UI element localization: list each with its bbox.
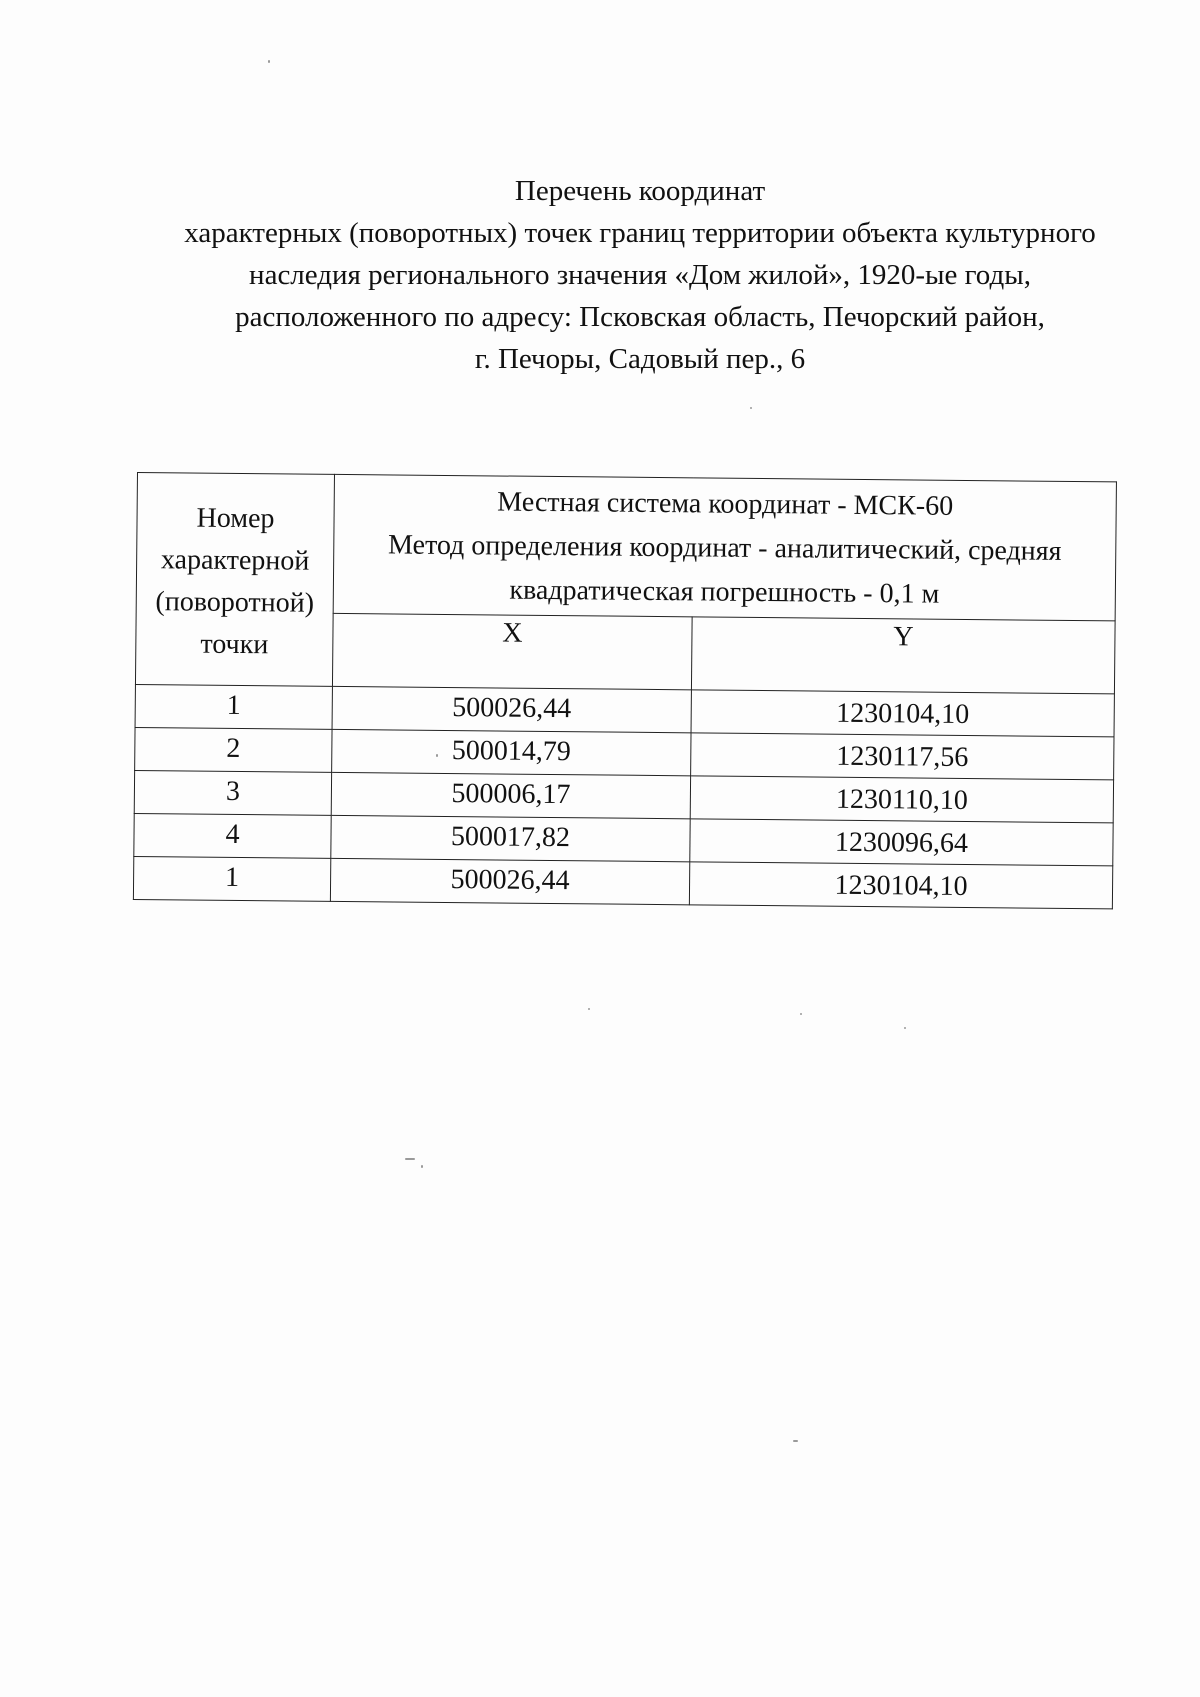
table-header-row — [136, 473, 1116, 621]
scan-speck — [793, 1440, 798, 1442]
x-coordinate-cell: 500026,44 — [330, 858, 689, 904]
x-coordinate-cell: 500006,17 — [331, 772, 690, 818]
title-line: наследия регионального значения «Дом жилой», 1920-ые годы, — [249, 259, 1031, 291]
point-number-cell: 2 — [135, 727, 332, 772]
scan-speck — [750, 407, 752, 409]
coordinates-table — [133, 472, 1117, 909]
x-column-header: X — [332, 613, 692, 689]
scan-speck — [904, 1027, 906, 1029]
scan-speck — [436, 754, 438, 757]
y-column-header: Y — [691, 617, 1115, 694]
x-coordinate-cell: 500014,79 — [332, 729, 691, 775]
point-number-cell: 4 — [134, 813, 331, 858]
table-row — [133, 856, 1112, 908]
point-number-cell: 1 — [133, 856, 330, 901]
scan-speck — [800, 1013, 802, 1015]
point-number-cell: 1 — [135, 684, 332, 729]
scan-speck — [268, 60, 270, 63]
point-number-header: Номер характерной (поворотной) точки — [135, 473, 334, 687]
document-title — [150, 170, 1130, 380]
title-line: расположенного по адресу: Псковская область, Печорский район, — [235, 301, 1045, 333]
x-coordinate-cell: 500017,82 — [331, 815, 690, 861]
y-coordinate-cell: 1230110,10 — [690, 776, 1113, 823]
y-coordinate-cell: 1230104,10 — [689, 862, 1112, 909]
title-line: г. Печоры, Садовый пер., 6 — [474, 343, 806, 375]
coordinate-system-header: Местная система координат - МСК-60 Метод определения координат - аналитический, средняя квадратическая погрешность - 0,1 м — [333, 474, 1116, 621]
scan-speck — [421, 1165, 423, 1168]
title-line: Перечень координат — [514, 175, 766, 207]
x-coordinate-cell: 500026,44 — [332, 686, 691, 732]
y-coordinate-cell: 1230117,56 — [691, 733, 1114, 780]
point-number-cell: 3 — [134, 770, 331, 815]
scan-speck — [405, 1158, 415, 1160]
scan-speck — [588, 1008, 590, 1010]
title-line: характерных (поворотных) точек границ территории объекта культурного — [184, 217, 1096, 249]
y-coordinate-cell: 1230096,64 — [690, 819, 1113, 866]
y-coordinate-cell: 1230104,10 — [691, 690, 1114, 737]
